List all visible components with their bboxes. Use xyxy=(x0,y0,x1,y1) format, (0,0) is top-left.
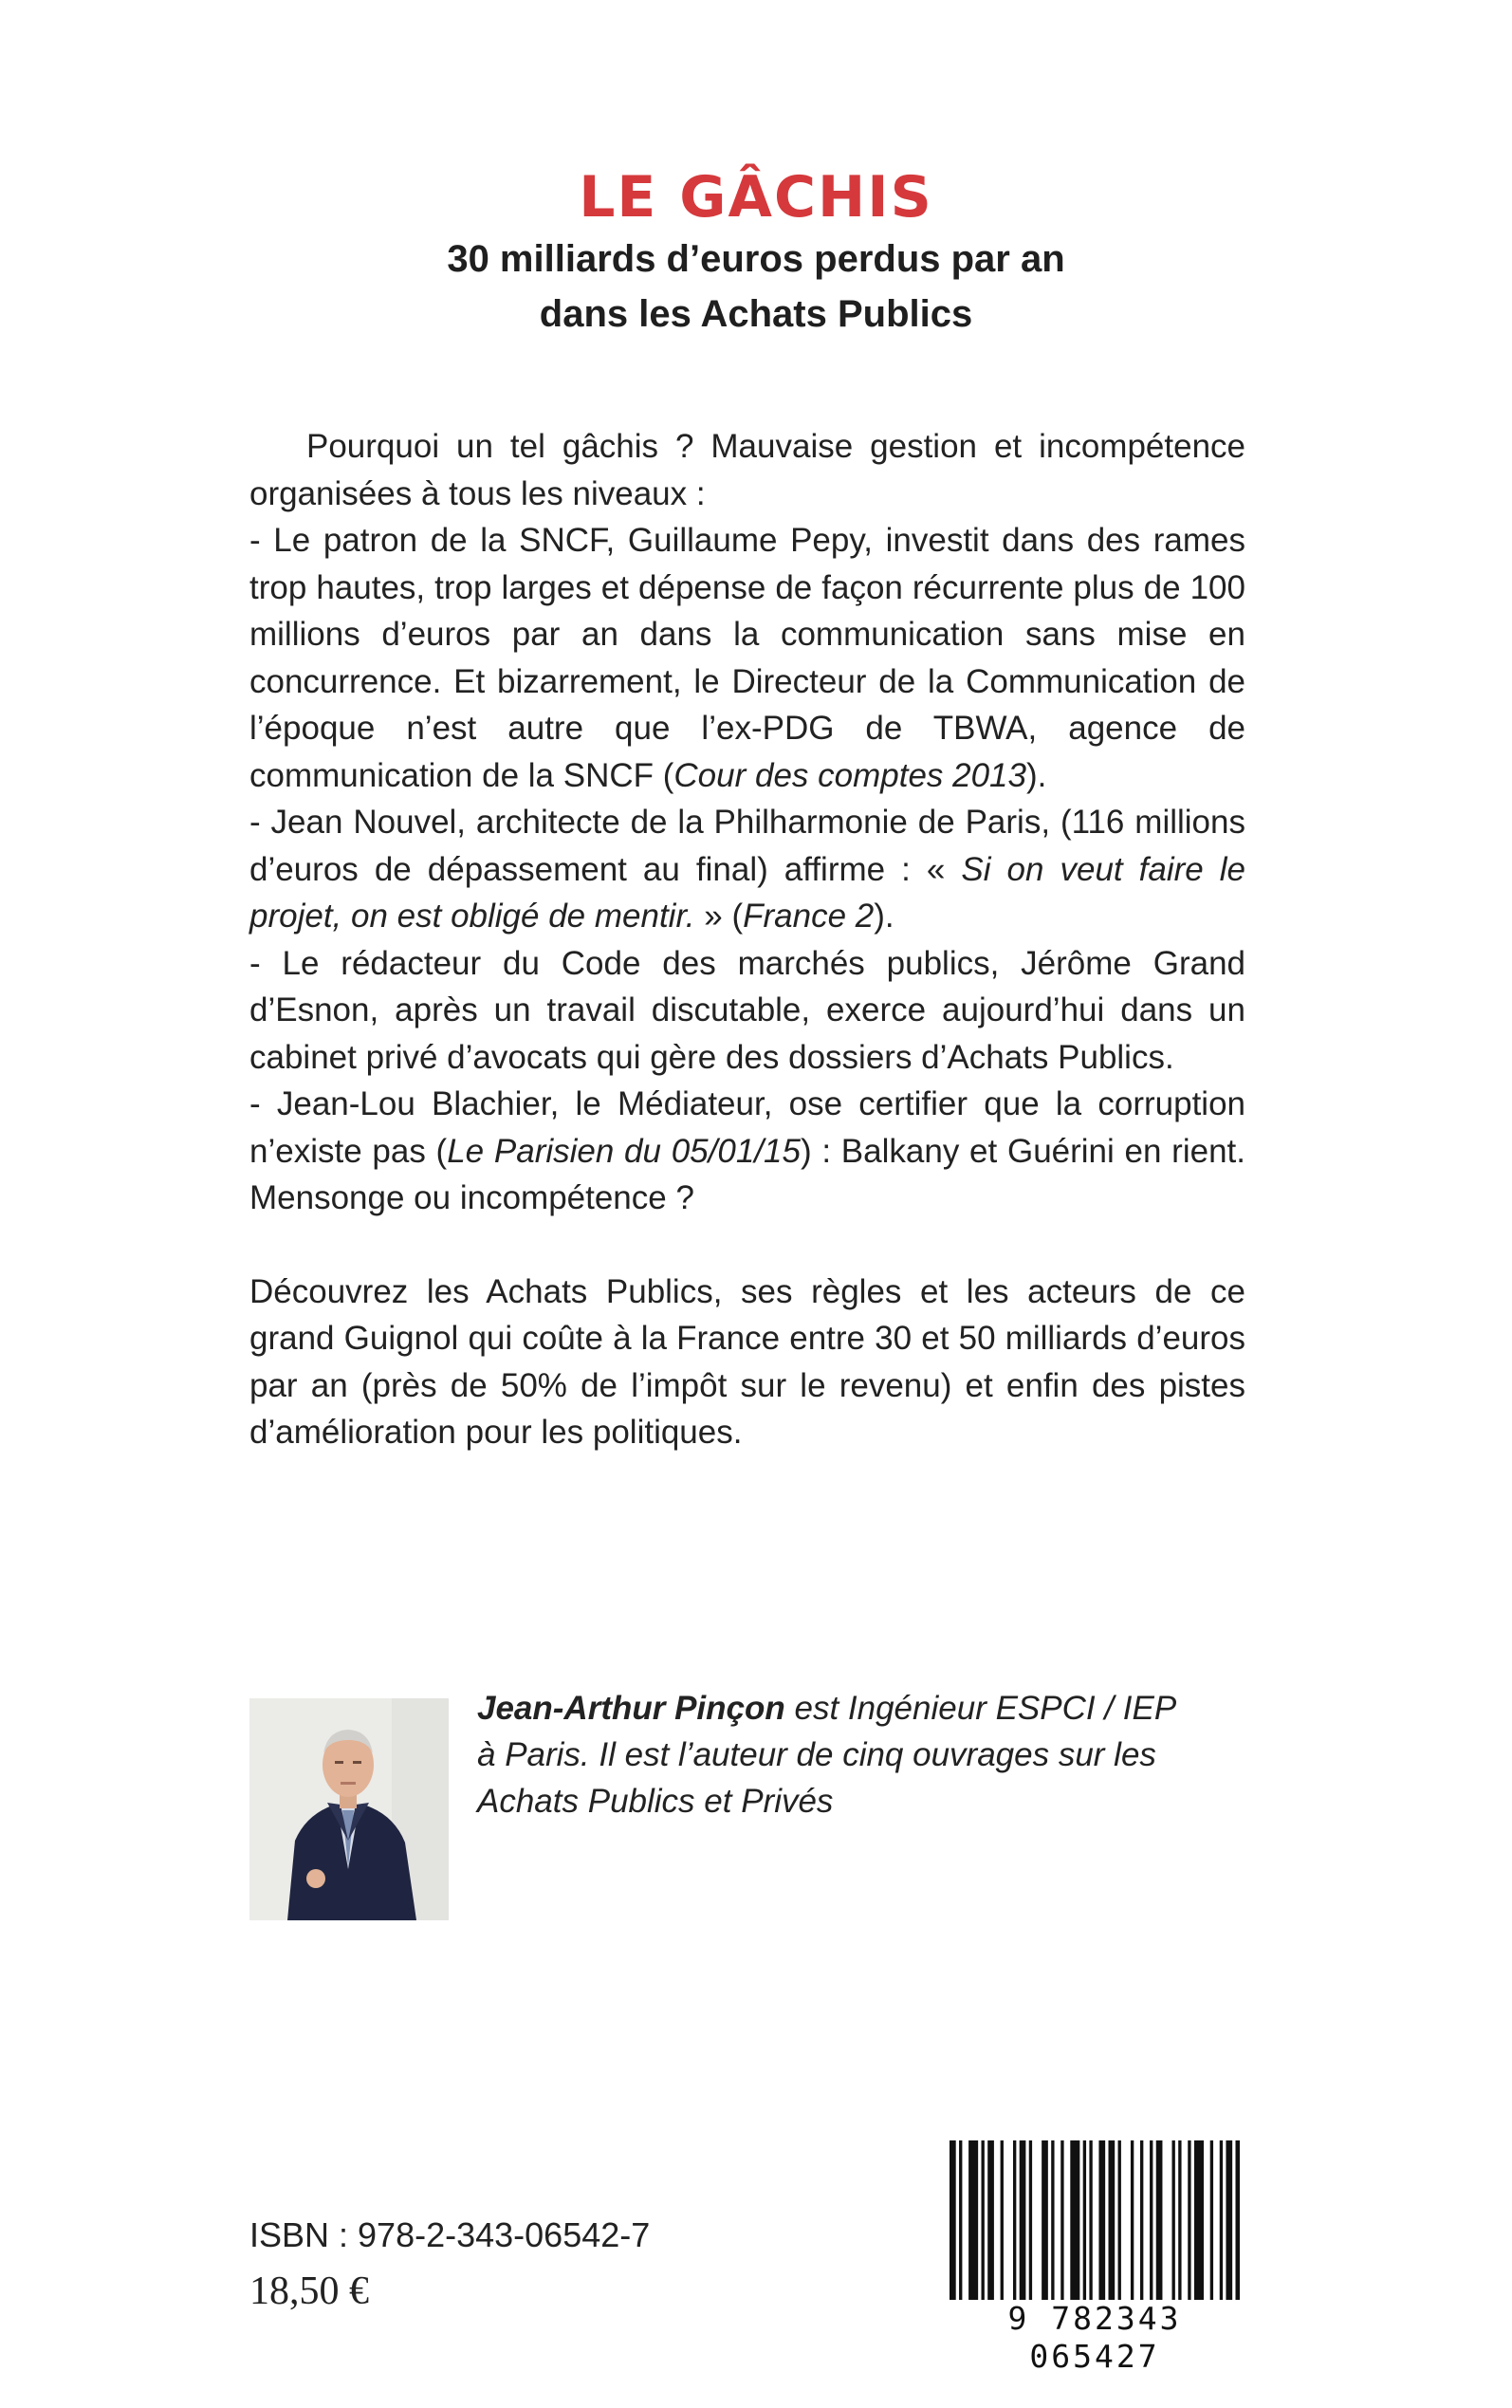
item-mediateur xyxy=(249,1081,1245,1222)
barcode-bar xyxy=(950,2140,956,2304)
barcode-bar xyxy=(1131,2140,1134,2304)
author-bio-text-1: est Ingénieur ESPCI / IEP xyxy=(784,1690,1177,1727)
item-code-marches: - Le rédacteur du Code des marchés publics, Jérôme Grand d’Esnon, après un travail discutable, exerce aujourd’hui dans un cabinet privé d’avocats qui gère des dossiers d’Achats Publics. xyxy=(249,944,1245,1076)
item-nouvel-text: - Jean Nouvel, architecte de la Philharmonie de Paris, (116 millions d’euros de dépassement au final) affirme : « xyxy=(249,804,1245,888)
subtitle-line-2: dans les Achats Publics xyxy=(539,293,973,335)
subtitle-line-1: 30 milliards d’euros perdus par an xyxy=(447,238,1065,280)
barcode-bar xyxy=(1118,2140,1121,2304)
barcode-bar xyxy=(1083,2140,1086,2304)
barcode-bar xyxy=(1001,2140,1004,2304)
barcode-bar xyxy=(1060,2140,1063,2304)
item-sncf-source: Cour des comptes 2013 xyxy=(673,756,1026,794)
item-mediateur-end: ) : Balkany et Guérini en rient. Mensonge ou incompétence ? xyxy=(249,1132,1245,1216)
barcode-bar xyxy=(1188,2140,1190,2304)
barcode-bar xyxy=(1156,2140,1163,2304)
isbn-text: ISBN : 978-2-343-06542-7 xyxy=(249,2215,651,2254)
barcode-bar xyxy=(968,2140,978,2304)
barcode-bar xyxy=(1020,2140,1026,2304)
author-name: Jean-Arthur Pinçon xyxy=(477,1690,785,1727)
item-sncf-text: - Le patron de la SNCF, Guillaume Pepy, investit dans des rames trop hautes, trop larges et dépense de façon récurrente plus de 100 millions d’euros par an dans la communication sans mise en concurrence. Et bizarrement, le Directeur de la Communication de l’époque n’est autre que l’ex-PDG de TBWA, agence de communication de la SNCF ( xyxy=(249,522,1245,794)
barcode-bar xyxy=(1140,2140,1143,2304)
barcode-bar xyxy=(1220,2140,1223,2304)
back-cover-blurb xyxy=(249,423,1245,1456)
barcode-bar xyxy=(1194,2140,1204,2304)
barcode-bar xyxy=(1070,2140,1079,2304)
item-nouvel-mid: » ( xyxy=(694,898,744,935)
barcode-bar xyxy=(982,2140,985,2304)
barcode-bar xyxy=(959,2140,962,2304)
book-title: LE GÂCHIS xyxy=(579,164,933,231)
barcode-bar xyxy=(1013,2140,1016,2304)
author-photo xyxy=(249,1698,449,1920)
author-bio-line-3: Achats Publics et Privés xyxy=(477,1783,834,1820)
item-nouvel-quote: Si on veut faire le projet, on est obligé de mentir. xyxy=(249,850,1246,935)
barcode-bar xyxy=(1051,2140,1054,2304)
item-sncf xyxy=(249,517,1245,799)
conclusion-paragraph: Découvrez les Achats Publics, ses règles et les acteurs de ce grand Guignol qui coûte à la France entre 30 et 50 milliards d’euros par an (près de 50% de l’impôt sur le revenu) et enfin des pistes d’amélioration pour les politiques. xyxy=(249,1272,1245,1451)
author-bio xyxy=(477,1685,1245,1825)
barcode-bar xyxy=(987,2140,994,2304)
intro-paragraph: Pourquoi un tel gâchis ? Mauvaise gestion et incompétence organisées à tous les niveaux : xyxy=(249,428,1245,512)
price-text: 18,50 € xyxy=(249,2269,369,2313)
barcode-bar xyxy=(1098,2140,1105,2304)
author-bio-line-1 xyxy=(477,1685,1245,1732)
barcode-bar xyxy=(1029,2140,1032,2304)
barcode-bar xyxy=(1210,2140,1213,2304)
isbn-barcode xyxy=(944,2135,1245,2375)
author-bio-line-2: à Paris. Il est l’auteur de cinq ouvrages sur les xyxy=(477,1736,1156,1773)
author-portrait-illustration xyxy=(249,1698,449,1920)
barcode-bar xyxy=(1150,2140,1152,2304)
barcode-bar xyxy=(1178,2140,1181,2304)
item-sncf-end: ). xyxy=(1026,756,1047,794)
barcode-bar xyxy=(1236,2140,1241,2304)
book-subtitle xyxy=(0,232,1512,342)
barcode-bar xyxy=(1109,2140,1116,2304)
barcode-digits: 9 782343 065427 xyxy=(944,2300,1245,2376)
barcode-bar xyxy=(1172,2140,1175,2304)
item-nouvel xyxy=(249,799,1245,940)
item-nouvel-source: France 2 xyxy=(743,898,875,935)
barcode-bar xyxy=(1089,2140,1092,2304)
barcode-bar xyxy=(1042,2140,1048,2304)
item-mediateur-text: - Jean-Lou Blachier, le Médiateur, ose certifier que la corruption n’existe pas ( xyxy=(249,1085,1245,1170)
item-mediateur-source: Le Parisien du 05/01/15 xyxy=(447,1132,801,1170)
barcode-bar xyxy=(1226,2140,1232,2304)
item-nouvel-end: ). xyxy=(874,898,894,935)
